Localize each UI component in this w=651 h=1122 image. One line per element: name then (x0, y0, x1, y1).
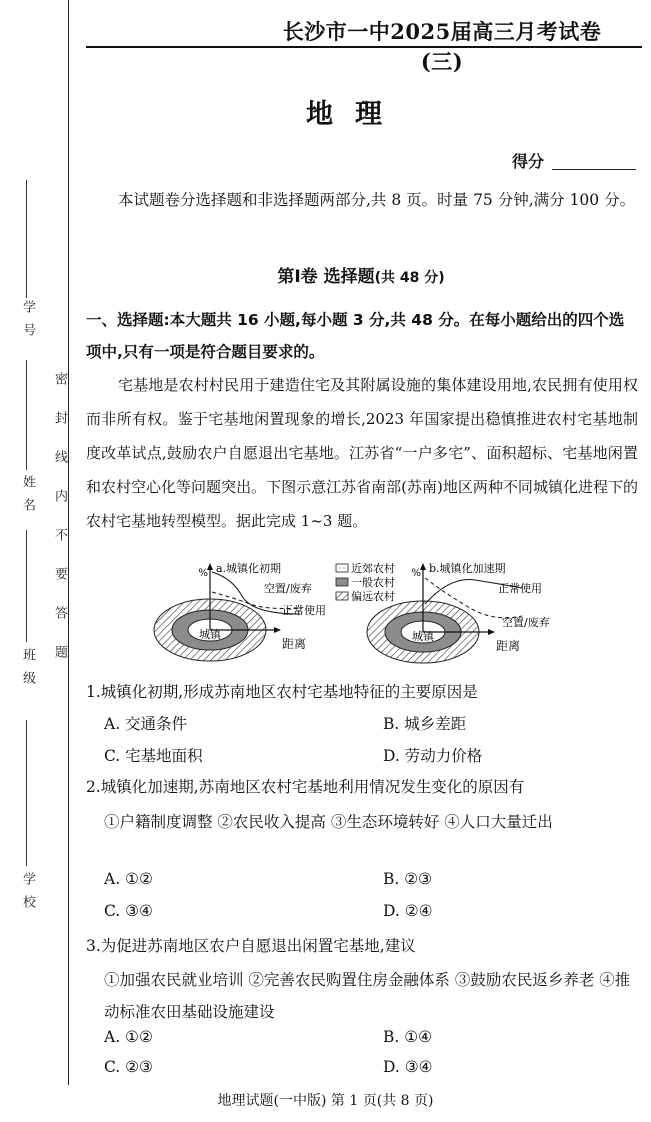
score-label: 得分 (512, 152, 545, 171)
question-3-stem: 3.为促进苏南地区农户自愿退出闲置宅基地,建议 (86, 937, 416, 955)
legend-item-remote: 偏远农村 (351, 590, 395, 603)
xuexiao-label: 学校 (20, 872, 35, 918)
diagram-a-idle-label: 空置/废弃 (264, 582, 312, 595)
diagram-b-xlabel: 距离 (496, 639, 521, 653)
diagram-a (154, 561, 326, 661)
xuexiao-blank (26, 720, 27, 866)
question-1-option-d[interactable]: D. 劳动力价格 (383, 747, 483, 765)
section-points: (共 48 分) (374, 270, 445, 286)
question-1-option-c[interactable]: C. 宅基地面积 (104, 747, 203, 765)
diagram-a-center-label: 城镇 (199, 628, 221, 641)
section-name: 第Ⅰ卷 选择题 (277, 267, 375, 287)
legend-item-near: 近郊农村 (351, 562, 395, 575)
page-footer: 地理试题(一中版) 第 1 页(共 8 页) (217, 1093, 434, 1109)
diagram-a-title: a.城镇化初期 (216, 562, 282, 575)
diagram-b-normal-label: 正常使用 (498, 582, 542, 595)
exam-title: 长沙市一中2025届高三月考试卷(三) (282, 19, 602, 74)
passage-text: 宅基地是农村村民用于建造住宅及其附属设施的集体建设用地,农民拥有使用权而非所有权。鉴于宅基地闲置现象的增长,2023 年国家提出稳慎推进农村宅基地制度改革试点,鼓励农户自愿退出宅基地。江苏省“一户多宅”、面积超标、宅基地闲置和农村空心化等问题突出。下图示意江苏省南部(苏南)地区两种不同城镇化进程下的农村宅基地转型模型。据此完成 1~3 题。 (86, 376, 638, 530)
seal-notice: 密封线内不要答题 (52, 372, 67, 684)
diagram-b-title: b.城镇化加速期 (429, 562, 506, 575)
question-1-stem: 1.城镇化初期,形成苏南地区农村宅基地特征的主要原因是 (86, 683, 478, 701)
homestead-figure (150, 558, 650, 676)
intro-text: 本试题卷分选择题和非选择题两部分,共 8 页。时量 75 分钟,满分 100 分。 (118, 191, 636, 209)
diagram-b-idle-label: 空置/废弃 (502, 616, 550, 629)
diagram-a-xlabel: 距离 (282, 637, 307, 651)
question-2-stem: 2.城镇化加速期,苏南地区农村宅基地利用情况发生变化的原因有 (86, 778, 525, 796)
xingming-label: 姓名 (20, 475, 35, 521)
xuehao-blank (26, 180, 27, 298)
question-3-option-c[interactable]: C. ②③ (104, 1058, 153, 1076)
subject-title: 地理 (306, 99, 404, 130)
question-3-option-a[interactable]: A. ①② (104, 1028, 153, 1046)
instruction-text: 一、选择题:本大题共 16 小题,每小题 3 分,共 48 分。在每小题给出的四个选项中,只有一项是符合题目要求的。 (86, 311, 625, 361)
figure-legend (336, 561, 395, 603)
diagram-a-ylabel: % (198, 568, 208, 579)
diagram-b-ylabel: % (411, 568, 421, 579)
banji-label: 班级 (20, 648, 35, 694)
legend-item-general: 一般农村 (351, 576, 395, 589)
diagram-a-normal-label: 正常使用 (282, 604, 326, 617)
question-2-option-b[interactable]: B. ②③ (383, 870, 433, 888)
diagram-b-center-label: 城镇 (412, 630, 434, 643)
question-2-option-d[interactable]: D. ②④ (383, 902, 433, 920)
question-3-option-d[interactable]: D. ③④ (383, 1058, 433, 1076)
xingming-blank (26, 360, 27, 470)
banji-blank (26, 530, 27, 642)
question-3-statements: ①加强农民就业培训 ②完善农民购置住房金融体系 ③鼓励农民返乡养老 ④推动标准农田基础设施建设 (104, 971, 631, 1021)
question-1-option-b[interactable]: B. 城乡差距 (383, 715, 467, 733)
header-rule (86, 46, 642, 48)
question-2-option-c[interactable]: C. ③④ (104, 902, 153, 920)
question-3-option-b[interactable]: B. ①④ (383, 1028, 433, 1046)
score-blank (552, 169, 636, 170)
section-title (86, 262, 636, 287)
question-2-option-a[interactable]: A. ①② (104, 870, 153, 888)
question-2-statements: ①户籍制度调整 ②农民收入提高 ③生态环境转好 ④人口大量迁出 (104, 813, 553, 831)
xuehao-label: 学号 (20, 300, 35, 346)
question-1-option-a[interactable]: A. 交通条件 (104, 715, 188, 733)
